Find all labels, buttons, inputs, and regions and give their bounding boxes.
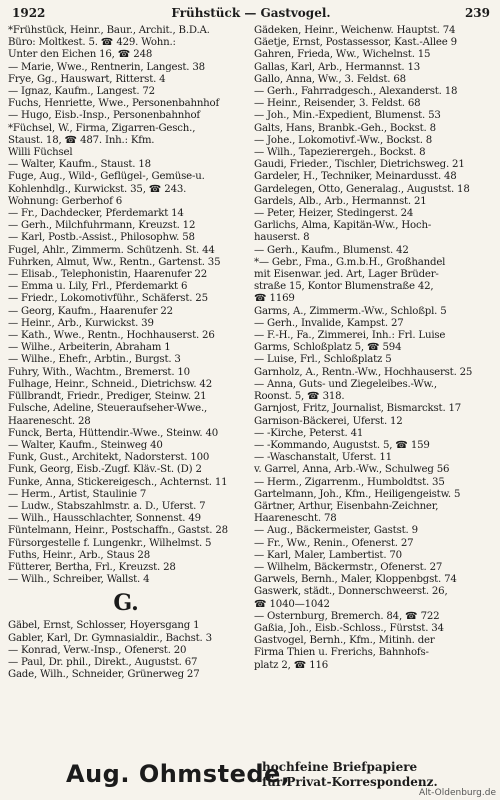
- directory-entry-line: — Wilhelm, Bäckermstr., Ofenerst. 27: [254, 561, 443, 573]
- directory-entry-line: Gardels, Alb., Arb., Hermannst. 21: [254, 195, 427, 207]
- directory-entry-line: — Peter, Heizer, Stedingerst. 24: [254, 208, 414, 220]
- right-column: [254, 25, 490, 672]
- directory-entry-line: Gäetje, Ernst, Postassessor, Kast.-Allee 9: [254, 37, 457, 49]
- directory-entry-line: Gardelegen, Otto, Generalag., Augustst. 18: [254, 183, 470, 195]
- directory-entry-line: Garlichs, Alma, Kapitän-Ww., Hoch-: [254, 220, 432, 232]
- directory-entry-line: — Kath., Wwe., Rentn., Hochhauserst. 26: [8, 330, 215, 342]
- directory-entry-line: Frye, Gg., Hauswart, Ritterst. 4: [8, 73, 166, 85]
- directory-entry-line: — F.-H., Fa., Zimmerei, Inh.: Frl. Luise: [254, 330, 446, 342]
- directory-entry-line: Fuhry, With., Wachtm., Bremerst. 10: [8, 366, 190, 378]
- directory-entry-line: — Friedr., Lokomotivführ., Schäferst. 25: [8, 293, 208, 305]
- directory-entry-line: — Heinr., Reisender, 3. Feldst. 68: [254, 98, 421, 110]
- directory-entry-line: — Walter, Kaufm., Staust. 18: [8, 159, 151, 171]
- directory-entry-line: — Wilh., Hausschlachter, Sonnenst. 49: [8, 513, 201, 525]
- directory-entry-line: — Wilh., Schreiber, Wallst. 4: [8, 574, 150, 586]
- directory-entry-line: Gallas, Karl, Arb., Hermannst. 13: [254, 61, 421, 73]
- directory-entry-line: — Wilhe., Arbeiterin, Abraham 1: [8, 342, 171, 354]
- directory-entry-line: — Aug., Bäckermeister, Gastst. 9: [254, 525, 418, 537]
- advertisement: [0, 758, 500, 792]
- directory-entry-line: — Fr., Dachdecker, Pferdemarkt 14: [8, 208, 184, 220]
- left-column: [8, 25, 244, 681]
- header-year: 1922: [12, 6, 46, 20]
- ad-company-name: Aug. Ohmstede,: [66, 760, 291, 788]
- directory-entry-line: Büro: Moltkest. 5. ☎ 429. Wohn.:: [8, 37, 176, 49]
- directory-entry-line: Fürsorgestelle f. Lungenkr., Wilhelmst. 5: [8, 537, 212, 549]
- directory-entry-line: — Ludw., Stabszahlmstr. a. D., Uferst. 7: [8, 500, 206, 512]
- directory-entry-line: platz 2, ☎ 116: [254, 659, 329, 671]
- directory-entry-line: — Wilhe., Ehefr., Arbtin., Burgst. 3: [8, 354, 181, 366]
- directory-entry-line: — Osternburg, Bremerch. 84, ☎ 722: [254, 610, 440, 622]
- directory-entry-line: straße 15, Kontor Blumenstraße 42,: [254, 281, 434, 293]
- directory-entry-line: Gallo, Anna, Ww., 3. Feldst. 68: [254, 73, 406, 85]
- directory-entry-line: mit Eisenwar. jed. Art, Lager Brüder-: [254, 269, 439, 281]
- directory-entry-line: Funke, Anna, Stickereigesch., Achternst. 11: [8, 476, 228, 488]
- directory-entry-line: Gastvogel, Bernh., Kfm., Mitinh. der: [254, 635, 435, 647]
- directory-entry-line: Gade, Wilh., Schneider, Grünerweg 27: [8, 669, 200, 681]
- directory-entry-line: Willi Füchsel: [8, 147, 73, 159]
- directory-entry-line: Haarenescht. 28: [8, 415, 91, 427]
- directory-entry-line: Wohnung: Gerberhof 6: [8, 195, 122, 207]
- directory-entry-line: ☎ 1169: [254, 293, 295, 305]
- directory-entry-line: — Karl, Postb.-Assist., Philosophw. 58: [8, 232, 195, 244]
- header-title: Frühstück — Gastvogel.: [171, 6, 331, 20]
- directory-entry-line: Fugel, Ahlr., Zimmerm. Schützenh. St. 44: [8, 244, 215, 256]
- directory-entry-line: Fulhage, Heinr., Schneid., Dietrichsw. 42: [8, 378, 212, 390]
- directory-entry-line: — Gerh., Invalide, Kampst. 27: [254, 317, 404, 329]
- directory-entry-line: — Herm., Zigarrenm., Humboldtst. 35: [254, 476, 445, 488]
- directory-entry-line: Galts, Hans, Branbk.-Geh., Bockst. 8: [254, 122, 436, 134]
- directory-entry-line: — Gerh., Kaufm., Blumenst. 42: [254, 244, 409, 256]
- directory-entry-line: *— Gebr., Fma., G.m.b.H., Großhandel: [254, 256, 446, 268]
- directory-entry-line: — Marie, Wwe., Rentnerin, Langest. 38: [8, 61, 205, 73]
- watermark: Alt-Oldenburg.de: [418, 788, 496, 798]
- directory-entry-line: — Karl, Maler, Lambertist. 70: [254, 549, 402, 561]
- directory-entry-line: Fütterer, Bertha, Frl., Kreuzst. 28: [8, 561, 176, 573]
- directory-entry-line: — Georg, Kaufm., Haarenufer 22: [8, 305, 173, 317]
- directory-entry-line: — Anna, Guts- und Ziegeleibes.-Ww.,: [254, 378, 437, 390]
- directory-entry-line: — Walter, Kaufm., Steinweg 40: [8, 439, 163, 451]
- directory-entry-line: — Konrad, Verw.-Insp., Ofenerst. 20: [8, 644, 187, 656]
- directory-entry-line: — Johe., Lokomotivf.-Ww., Bockst. 8: [254, 134, 433, 146]
- directory-entry-line: Fuge, Aug., Wild-, Geflügel-, Gemüse-u.: [8, 171, 205, 183]
- directory-entry-line: Haarenescht. 78: [254, 513, 337, 525]
- directory-entry-line: Fuchs, Henriette, Wwe., Personenbahnhof: [8, 98, 220, 110]
- directory-entry-line: Füntelmann, Heinr., Postschaffn., Gastst. 28: [8, 525, 228, 537]
- directory-entry-line: v. Garrel, Anna, Arb.-Ww., Schulweg 56: [254, 464, 450, 476]
- directory-entry-line: Fuths, Heinr., Arb., Staus 28: [8, 549, 150, 561]
- directory-entry-line: Gartelmann, Joh., Kfm., Heiligengeistw. 5: [254, 488, 461, 500]
- directory-entry-line: Garwels, Bernh., Maler, Kloppenbgst. 74: [254, 574, 457, 586]
- directory-entry-line: Gädeken, Heinr., Weichenw. Hauptst. 74: [254, 25, 456, 36]
- directory-entry-line: Funk, Gust., Architekt, Nadorsterst. 100: [8, 452, 210, 464]
- ad-line-1: hochfeine Briefpapiere: [262, 760, 418, 774]
- directory-entry-line: — Heinr., Arb., Kurwickst. 39: [8, 317, 154, 329]
- directory-entry-line: ☎ 1040—1042: [254, 598, 330, 610]
- directory-entry-line: Gahren, Frieda, Ww., Wichelnst. 15: [254, 49, 431, 61]
- directory-entry-line: Garnholz, A., Rentn.-Ww., Hochhauserst. 25: [254, 366, 473, 378]
- directory-entry-line: Garms, A., Zimmerm.-Ww., Schloßpl. 5: [254, 305, 447, 317]
- directory-entry-line: hauserst. 8: [254, 232, 310, 244]
- directory-entry-line: Fulsche, Adeline, Steueraufseher-Wwe.,: [8, 403, 208, 415]
- directory-entry-line: Gabler, Karl, Dr. Gymnasialdir., Bachst. 3: [8, 632, 212, 644]
- directory-entry-line: — Herm., Artist, Staulinie 7: [8, 488, 147, 500]
- directory-entry-line: Garnjost, Fritz, Journalist, Bismarckst. 17: [254, 403, 462, 415]
- directory-entry-line: — Gerh., Fahrradgesch., Alexanderst. 18: [254, 86, 458, 98]
- directory-entry-line: Firma Thien u. Frerichs, Bahnhofs-: [254, 647, 429, 659]
- directory-entry-line: Gaswerk, städt., Donnerschweerst. 26,: [254, 586, 448, 598]
- directory-entry-line: Kohlenhdlg., Kurwickst. 35, ☎ 243.: [8, 183, 187, 195]
- directory-entry-line: — Elisab., Telephonistin, Haarenufer 22: [8, 269, 208, 281]
- directory-entry-line: *Füchsel, W., Firma, Zigarren-Gesch.,: [8, 122, 196, 134]
- directory-entry-line: — -Kirche, Peterst. 41: [254, 427, 364, 439]
- directory-entry-line: Unter den Eichen 16, ☎ 248: [8, 49, 153, 61]
- directory-entry-line: Gaßia, Joh., Eisb.-Schloss., Fürstst. 34: [254, 622, 444, 634]
- directory-entry-line: Gaudi, Frieder., Tischler, Dietrichsweg. 21: [254, 159, 465, 171]
- directory-entry-line: Füllbrandt, Friedr., Prediger, Steinw. 21: [8, 391, 207, 403]
- directory-entry-line: — Emma u. Lily, Frl., Pferdemarkt 6: [8, 281, 188, 293]
- ad-line-2: für Privat-Korrespondenz.: [262, 775, 438, 789]
- header-page-number: 239: [464, 6, 490, 20]
- directory-entry-line: — -Kommando, Augustst. 5, ☎ 159: [254, 439, 430, 451]
- directory-entry-line: Funk, Georg, Eisb.-Zugf. Kläv.-St. (D) 2: [8, 464, 202, 476]
- directory-entry-line: Funck, Berta, Hüttendir.-Wwe., Steinw. 40: [8, 427, 219, 439]
- directory-entry-line: — Gerh., Milchfuhrmann, Kreuzst. 12: [8, 220, 196, 232]
- directory-entry-line: — Paul, Dr. phil., Direkt., Augustst. 67: [8, 656, 198, 668]
- directory-entry-line: Staust. 18, ☎ 487. Inh.: Kfm.: [8, 134, 155, 146]
- directory-entry-line: — Hugo, Eisb.-Insp., Personenbahnhof: [8, 110, 200, 122]
- page-header: [12, 6, 490, 22]
- directory-entry-line: — Luise, Frl., Schloßplatz 5: [254, 354, 392, 366]
- directory-entry-line: — Joh., Min.-Expedient, Blumenst. 53: [254, 110, 441, 122]
- directory-entry-line: — Wilh., Tapezierergeh., Bockst. 8: [254, 147, 426, 159]
- directory-entry-line: Gardeler, H., Techniker, Meinardusst. 48: [254, 171, 457, 183]
- directory-entry-line: — Fr., Ww., Renin., Ofenerst. 27: [254, 537, 414, 549]
- directory-entry-line: Garnison-Bäckerei, Uferst. 12: [254, 415, 403, 427]
- directory-entry-line: — Ignaz, Kaufm., Langest. 72: [8, 86, 155, 98]
- directory-entry-line: Gärtner, Arthur, Eisenbahn-Zeichner,: [254, 500, 439, 512]
- section-letter-heading: G.: [113, 590, 139, 617]
- directory-entry-line: *Frühstück, Heinr., Baur., Archit., B.D.A.: [8, 25, 210, 36]
- directory-entry-line: Gäbel, Ernst, Schlosser, Hoyersgang 1: [8, 620, 200, 632]
- directory-entry-line: Roonst. 5, ☎ 318.: [254, 391, 345, 403]
- directory-entry-line: Garms, Schloßplatz 5, ☎ 594: [254, 342, 402, 354]
- directory-entry-line: Fuhrken, Almut, Ww., Rentn., Gartenst. 35: [8, 256, 221, 268]
- directory-entry-line: — -Waschanstalt, Uferst. 11: [254, 452, 392, 464]
